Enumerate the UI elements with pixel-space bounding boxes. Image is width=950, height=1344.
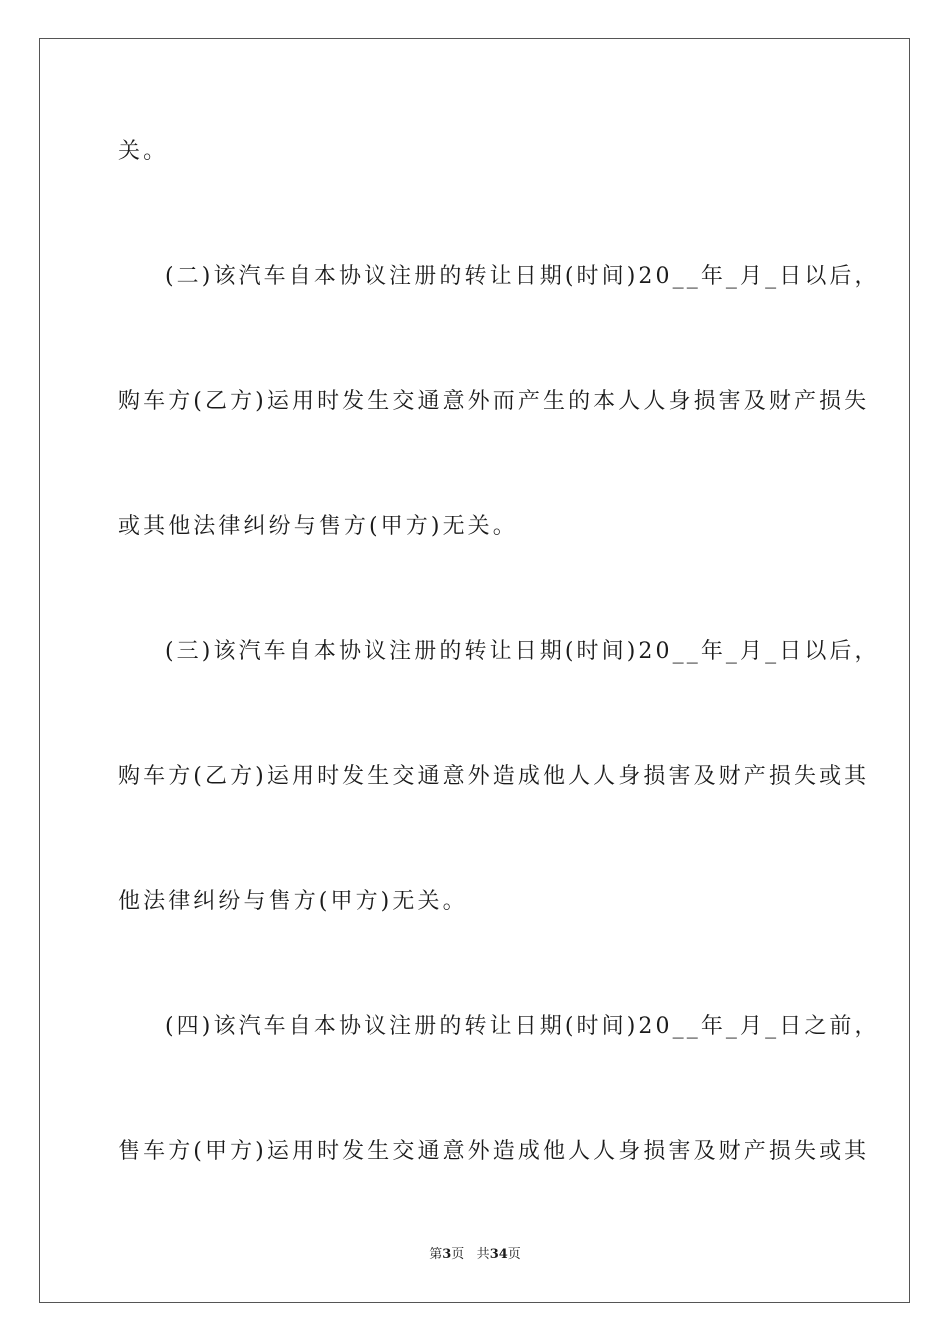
page-frame <box>39 38 910 1303</box>
total-suffix: 页 <box>507 1247 521 1262</box>
text-line: 购车方(乙方)运用时发生交通意外而产生的本人人身损害及财产损失 <box>118 389 870 414</box>
page-prefix: 第 <box>429 1247 443 1262</box>
text-line: 关。 <box>118 139 169 164</box>
clause-four-heading: (四)该汽车自本协议注册的转让日期(时间)20__年_月_日之前， <box>165 1014 880 1039</box>
total-pages: 34 <box>489 1247 508 1262</box>
text-line: 售车方(甲方)运用时发生交通意外造成他人人身损害及财产损失或其 <box>118 1139 870 1164</box>
text-line: 或其他法律纠纷与售方(甲方)无关。 <box>118 514 518 539</box>
page-number: 3 <box>442 1247 452 1262</box>
text-line: 他法律纠纷与售方(甲方)无关。 <box>118 889 468 914</box>
clause-three-heading: (三)该汽车自本协议注册的转让日期(时间)20__年_月_日以后， <box>165 639 880 664</box>
page-footer <box>0 1246 950 1264</box>
total-prefix: 共 <box>476 1247 490 1262</box>
page-suffix: 页 <box>451 1247 465 1262</box>
text-line: 购车方(乙方)运用时发生交通意外造成他人人身损害及财产损失或其 <box>118 764 870 789</box>
clause-two-heading: (二)该汽车自本协议注册的转让日期(时间)20__年_月_日以后， <box>165 264 880 289</box>
